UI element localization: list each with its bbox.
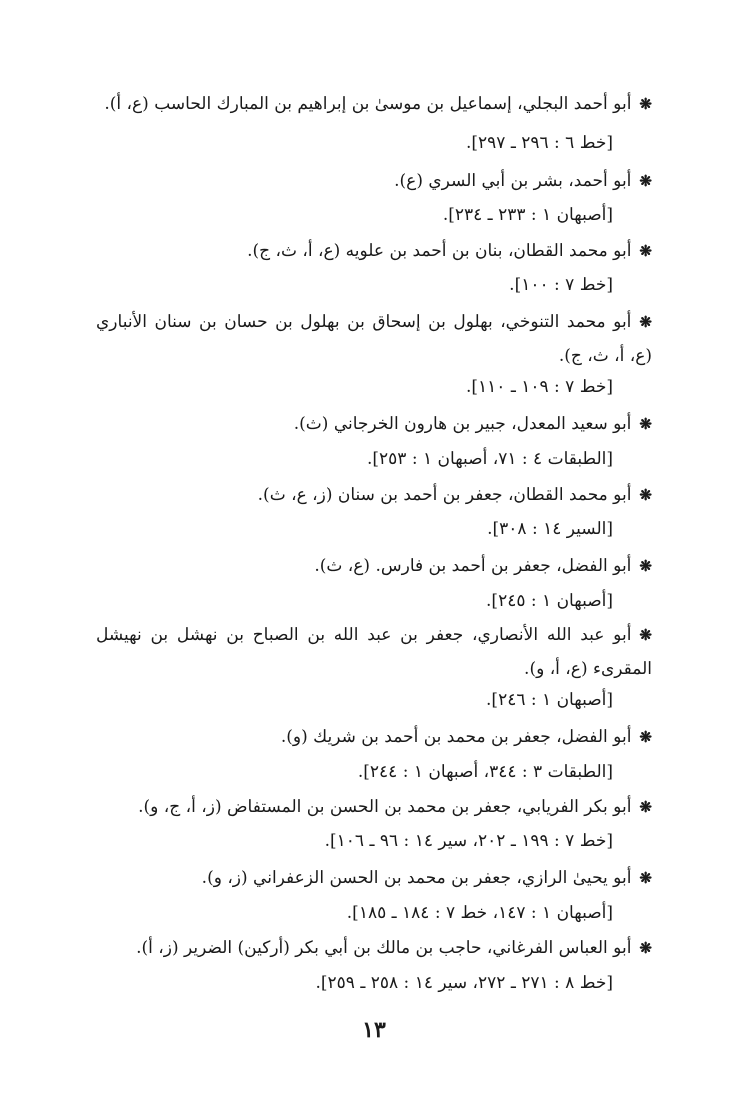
entry-heading — [138, 796, 652, 818]
entry-text: أبو محمد التنوخي، بهلول بن إسحاق بن بهلول بن حسان بن سنان الأنباري (ع، أ، ث، ج). — [96, 312, 652, 366]
entry-heading — [96, 618, 652, 686]
entry-heading — [314, 555, 652, 577]
page-number: ١٣ — [362, 1017, 386, 1043]
bullet-star-icon: ❋ — [639, 626, 652, 644]
bullet-star-icon: ❋ — [639, 415, 652, 433]
bullet-star-icon: ❋ — [639, 557, 652, 575]
entry-text: أبو يحيىٰ الرازي، جعفر بن محمد بن الحسن الزعفراني (ز، و). — [201, 868, 632, 888]
entry-heading — [202, 867, 652, 889]
bullet-star-icon: ❋ — [639, 172, 652, 190]
bullet-star-icon: ❋ — [639, 95, 652, 113]
bullet-star-icon: ❋ — [639, 939, 652, 957]
entry-reference: [خط ٧ : ١٠٠]. — [509, 275, 613, 295]
entry-text: أبو الفضل، جعفر بن محمد بن أحمد بن شريك (و). — [280, 727, 632, 747]
entry-text: أبو أحمد، بشر بن أبي السري (ع). — [394, 171, 632, 191]
entry-reference: [خط ٦ : ٢٩٦ ـ ٢٩٧]. — [465, 133, 613, 153]
entry-heading — [136, 937, 652, 959]
entry-text: أبو محمد القطان، بنان بن أحمد بن علويه (ع، أ، ث، ج). — [247, 241, 632, 261]
entry-text: أبو عبد الله الأنصاري، جعفر بن عبد الله بن الصباح بن نهشل بن نهيشل المقرىء (ع، أ، و). — [96, 625, 652, 679]
entry-text: أبو بكر الفريابي، جعفر بن محمد بن الحسن بن المستفاض (ز، أ، ج، و). — [138, 797, 632, 817]
entry-text: أبو العباس الفرغاني، حاجب بن مالك بن أبي بكر (أركين) الضرير (ز، أ). — [136, 938, 632, 958]
entry-heading — [258, 484, 652, 506]
entry-reference: [أصبهان ١ : ٢٣٣ ـ ٢٣٤]. — [442, 205, 613, 225]
entry-heading — [281, 726, 652, 748]
entry-text: أبو الفضل، جعفر بن أحمد بن فارس. (ع، ث). — [314, 556, 632, 576]
entry-heading — [394, 170, 652, 192]
bullet-star-icon: ❋ — [639, 486, 652, 504]
entry-reference: [أصبهان ١ : ١٤٧، خط ٧ : ١٨٤ ـ ١٨٥]. — [346, 903, 613, 923]
bullet-star-icon: ❋ — [639, 313, 652, 331]
bullet-star-icon: ❋ — [639, 869, 652, 887]
entry-reference: [خط ٧ : ١٩٩ ـ ٢٠٢، سير ١٤ : ٩٦ ـ ١٠٦]. — [324, 831, 613, 851]
entry-heading — [96, 305, 652, 373]
entry-text: أبو سعيد المعدل، جبير بن هارون الخرجاني (ث). — [293, 414, 632, 434]
entry-reference: [الطبقات ٣ : ٣٤٤، أصبهان ١ : ٢٤٤]. — [357, 762, 613, 782]
entry-reference: [خط ٧ : ١٠٩ ـ ١١٠]. — [465, 377, 613, 397]
entry-reference: [السير ١٤ : ٣٠٨]. — [487, 519, 613, 539]
bullet-star-icon: ❋ — [639, 798, 652, 816]
entry-reference: [خط ٨ : ٢٧١ ـ ٢٧٢، سير ١٤ : ٢٥٨ ـ ٢٥٩]. — [315, 973, 613, 993]
entry-reference: [الطبقات ٤ : ٧١، أصبهان ١ : ٢٥٣]. — [367, 449, 613, 469]
entry-reference: [أصبهان ١ : ٢٤٥]. — [486, 591, 613, 611]
entry-heading — [294, 413, 652, 435]
bullet-star-icon: ❋ — [639, 242, 652, 260]
entry-text: أبو أحمد البجلي، إسماعيل بن موسىٰ بن إبراهيم بن المبارك الحاسب (ع، أ). — [104, 94, 632, 114]
entry-heading — [104, 93, 652, 115]
bullet-star-icon: ❋ — [639, 728, 652, 746]
entry-reference: [أصبهان ١ : ٢٤٦]. — [486, 690, 613, 710]
entry-text: أبو محمد القطان، جعفر بن أحمد بن سنان (ز، ع، ث). — [257, 485, 632, 505]
entry-heading — [247, 240, 652, 262]
